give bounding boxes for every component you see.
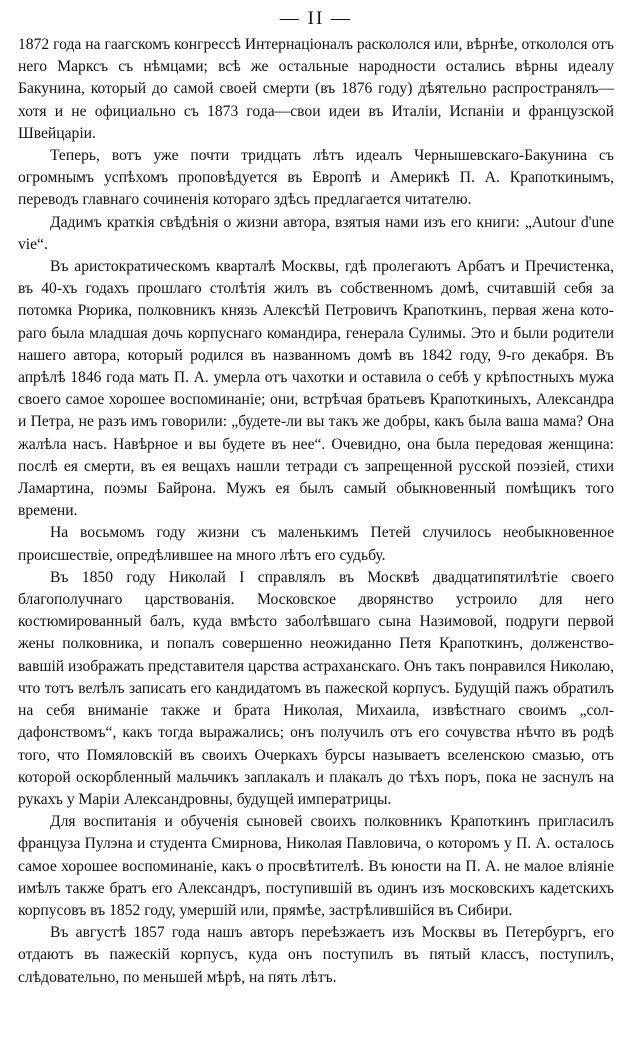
paragraph-8: Въ августѣ 1857 года нашъ авторъ переѣзжаетъ изъ Москвы въ Петербургъ, его отдаютъ въ пажескій корпусъ, куда онъ поступилъ въ пятый классъ, поступилъ, слѣдовательно, по меньшей мѣрѣ, на пять лѣтъ. [18,924,614,986]
paragraph-5: На восьмомъ году жизни съ маленькимъ Петей случилось необыкновенное происшествіе, опредѣлившее на много лѣтъ его судьбу. [18,524,614,564]
body-text [18,34,614,989]
paragraph-4: Въ аристократическомъ кварталѣ Москвы, гдѣ пролегаютъ Арбатъ и Пречистенка, въ 40-хъ годахъ прошлаго столѣтія жилъ въ собственномъ домѣ, считавшій себя за потомка Рюрика, полковникъ князь Алексѣй Петровичъ Крапоткинъ, первая жена котораго была младшая дочь корпуснаго командира, генерала Сулимы. Это и были родители нашего автора, который родился въ названномъ домѣ въ 1842 году, 9-го декабря. Въ апрѣлѣ 1846 года мать П. А. умерла отъ чахотки и оставила о себѣ у крѣпостныхъ мужа своего самое хорошее воспоминаніе; они, встрѣчая братьевъ Крапоткиныхъ, Александра и Петра, не разъ имъ говорили: „будете-ли вы такъ же добры, какъ была ваша мама? Она жалѣла насъ. Навѣрное и вы будете въ нее“. Очевидно, она была передовая женщина: послѣ ея смерти, въ ея вещахъ нашли тетради съ запрещенной русской поэзіей, стихи Ламартина, поэмы Байрона. Мужъ ея былъ самый обыкновенный помѣщикъ того времени. [18,258,614,520]
paragraph-3: Дадимъ краткія свѣдѣнія о жизни автора, взятыя нами изъ его книги: „Autour d'une vie“. [18,213,614,253]
paragraph-7: Для воспитанія и обученія сыновей своихъ полковникъ Крапоткинъ пригласилъ француза Пулэна и студента Смирнова, Николая Павловича, о которомъ у П. А. осталось самое хорошее воспоминаніе, какъ о просвѣтителѣ. Въ юности на П. А. не малое вліяніе имѣлъ также братъ его Александръ, поступившій въ одинъ изъ московскихъ кадетскихъ корпусовъ въ 1852 году, умершій или, прямѣе, застрѣлившійся въ Сибири. [18,813,614,919]
paragraph-2: Теперь, вотъ уже почти тридцать лѣтъ идеалъ Чернышевскаго-Бакунина съ огромнымъ успѣхомъ проповѣдуется въ Европѣ и Америкѣ П. А. Крапоткинымъ, переводъ главнаго сочиненія котораго здѣсь предлагается читателю. [18,147,614,209]
page-number-header: — II — [279,8,353,29]
paragraph-1: 1872 года на гаагскомъ конгрессѣ Интернаціоналъ раскололся или, вѣрнѣе, откололся отъ него Марксъ съ нѣмцами; всѣ же остальные народности остались вѣрны идеалу Бакунина, который до самой своей смерти (въ 1876 году) дѣятельно распространялъ—хотя и не официально съ 1873 года—свои идеи въ Италіи, Испаніи и французской Швейцаріи. [18,36,614,142]
paragraph-6: Въ 1850 году Николай I справлялъ въ Москвѣ двадцатипятилѣтіе своего благополучнаго царствованія. Московское дворянство устроило для него костюмированный балъ, куда вмѣсто заболѣвшаго сына Назимовой, подруги первой жены полковника, и попалъ совершенно неожиданно Петя Крапоткинъ, долженствовавшій изображать представителя царства астраханскаго. Онъ такъ понравился Николаю, что тотъ велѣлъ записать его кандидатомъ въ пажеской корпусъ. Будущій пажъ обратилъ на себя вниманіе также и брата Николая, Михаила, извѣстнаго своимъ „солдафонствомъ“, какъ тогда выражались; онъ получилъ отъ его сочувства нѣчто въ родѣ того, что Помяловскій въ своихъ Очеркахъ бурсы называетъ вселенскою смазью, отъ которой оскорбленный мальчикъ заплакалъ и плакалъ до тѣхъ поръ, пока не заснулъ на рукахъ у Маріи Александровны, будущей императрицы. [18,568,614,808]
